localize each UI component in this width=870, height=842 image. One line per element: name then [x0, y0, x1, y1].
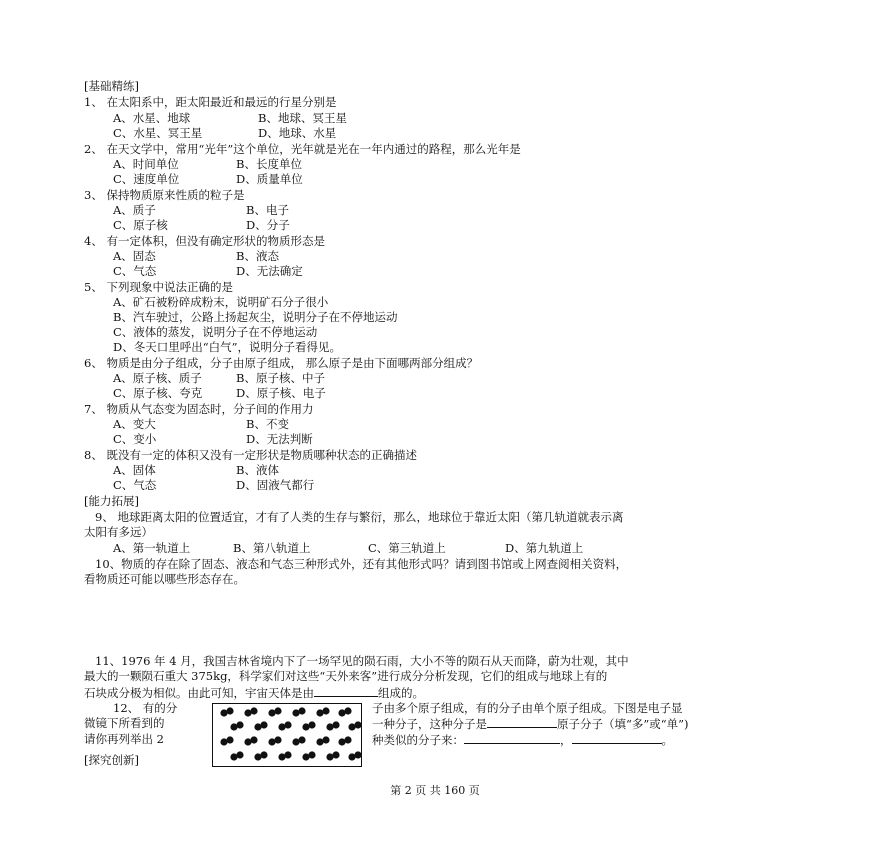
- question-2-option-b: B、长度单位: [236, 157, 302, 171]
- atom: [274, 736, 281, 743]
- question-9-line-1: 9、 地球距离太阳的位置适宜，才有了人类的生存与繁衍，那么，地球位于靠近太阳（第几轨道就表示离: [95, 510, 624, 524]
- molecule-12: [348, 721, 361, 730]
- question-7-option-b: B、不变: [246, 417, 289, 431]
- section-heading-basic: [基础精练]: [84, 79, 139, 93]
- answer-blank-q12-type[interactable]: [487, 716, 557, 728]
- question-9-option-c: C、第三轨道上: [368, 541, 446, 555]
- molecule-11: [326, 721, 339, 730]
- molecule-10: [302, 721, 315, 730]
- question-8-option-d: D、固液气都行: [236, 478, 315, 492]
- question-12-right-1: 子由多个原子组成，有的分子由单个原子组成。下图是电子显: [372, 701, 683, 715]
- question-1-option-d: D、地球、水星: [258, 126, 337, 140]
- atom: [226, 736, 233, 743]
- question-6-option-d: D、原子核、电子: [236, 386, 326, 400]
- atom: [322, 736, 329, 743]
- molecule-micrograph-svg: [213, 704, 361, 766]
- question-4-option-d: D、无法确定: [236, 264, 303, 278]
- question-12-right-3-end: 。: [661, 733, 673, 747]
- question-12-right-3: [372, 732, 673, 747]
- page-footer: 第 2 页 共 160 页: [390, 784, 480, 797]
- question-11-line-1: 11、1976 年 4 月，我国吉林省境内下了一场罕见的陨石雨，大小不等的陨石从天而降，蔚为壮观，其中: [95, 654, 629, 668]
- atom: [260, 721, 267, 728]
- molecule-22: [302, 751, 315, 760]
- molecule-4: [292, 707, 305, 716]
- question-4-option-a: A、固态: [113, 249, 156, 263]
- question-5-stem: 5、 下列现象中说法正确的是: [84, 280, 233, 294]
- atom: [298, 736, 305, 743]
- question-12-left-2: 微镜下所看到的: [84, 716, 165, 730]
- atom: [274, 707, 281, 714]
- molecule-14: [244, 736, 257, 745]
- question-7-option-d: D、无法判断: [246, 432, 313, 446]
- atom: [236, 721, 243, 728]
- question-2-option-d: D、质量单位: [236, 172, 303, 186]
- molecule-7: [230, 721, 243, 730]
- question-3-option-a: A、质子: [113, 203, 156, 217]
- question-1-stem: 1、 在太阳系中，距太阳最近和最远的行星分别是: [84, 95, 337, 109]
- answer-blank-q11[interactable]: [314, 685, 378, 697]
- question-4-option-b: B、液态: [236, 249, 279, 263]
- atom: [250, 707, 257, 714]
- question-3-option-b: B、电子: [246, 203, 289, 217]
- atom: [260, 751, 267, 758]
- question-4-option-c: C、气态: [113, 264, 157, 278]
- question-5-option-c: C、液体的蒸发，说明分子在不停地运动: [113, 325, 318, 339]
- molecule-24: [348, 751, 361, 760]
- atom: [284, 751, 291, 758]
- question-9-option-a: A、第一轨道上: [113, 541, 191, 555]
- question-1-option-a: A、水星、地球: [113, 111, 191, 125]
- question-11-line-3-end: 组成的。: [378, 686, 424, 700]
- question-1-option-c: C、水星、冥王星: [113, 126, 203, 140]
- molecule-20: [254, 751, 267, 760]
- atom: [226, 707, 233, 714]
- atom: [332, 721, 339, 728]
- question-11-line-2: 最大的一颗陨石重大 375kg，科学家们对这些“天外来客”进行成分分析发现，它们的组成与地球上有的: [84, 669, 608, 683]
- question-4-stem: 4、 有一定体积，但没有确定形状的物质形态是: [84, 234, 325, 248]
- question-3-option-d: D、分子: [246, 218, 290, 232]
- question-5-option-b: B、汽车驶过，公路上扬起灰尘，说明分子在不停地运动: [113, 310, 398, 324]
- answer-blank-q12-example-1[interactable]: [464, 732, 560, 744]
- atom: [332, 751, 339, 758]
- question-6-option-c: C、原子核、夸克: [113, 386, 203, 400]
- molecule-13: [220, 736, 233, 745]
- atom: [308, 751, 315, 758]
- question-2-option-a: A、时间单位: [113, 157, 179, 171]
- question-12-right-2-text: 一种分子，这种分子是: [372, 717, 487, 731]
- molecule-2: [244, 707, 257, 716]
- question-8-option-a: A、固体: [113, 463, 156, 477]
- molecule-3: [268, 707, 281, 716]
- molecule-16: [292, 736, 305, 745]
- question-2-option-c: C、速度单位: [113, 172, 180, 186]
- question-9-option-d: D、第九轨道上: [505, 541, 584, 555]
- question-12-left-1: 12、 有的分: [113, 701, 178, 715]
- molecule-8: [254, 721, 267, 730]
- question-6-option-a: A、原子核、质子: [113, 371, 202, 385]
- question-2-stem: 2、 在天文学中，常用“光年”这个单位，光年就是光在一年内通过的路程，那么光年是: [84, 142, 521, 156]
- molecule-17: [316, 736, 329, 745]
- atom: [322, 707, 329, 714]
- question-1-option-b: B、地球、冥王星: [258, 111, 347, 125]
- question-11-line-3-text: 石块成分极为相似。由此可知，宇宙天体是由: [84, 686, 314, 700]
- question-3-option-c: C、原子核: [113, 218, 168, 232]
- question-12-right-2-end: 原子分子（填“多”或“单”): [557, 717, 689, 731]
- atom: [284, 721, 291, 728]
- question-7-option-c: C、变小: [113, 432, 157, 446]
- question-12-right-3-sep: ，: [560, 733, 572, 747]
- atom: [344, 736, 351, 743]
- question-12-right-3-text: 种类似的分子来：: [372, 733, 464, 747]
- question-11-line-3: [84, 685, 424, 700]
- question-3-stem: 3、 保持物质原来性质的粒子是: [84, 188, 245, 202]
- question-6-option-b: B、原子核、中子: [236, 371, 325, 385]
- atom: [236, 751, 243, 758]
- question-5-option-d: D、冬天口里呼出“白气”，说明分子看得见。: [113, 340, 341, 354]
- molecule-21: [278, 751, 291, 760]
- question-9-option-b: B、第八轨道上: [233, 541, 311, 555]
- molecule-1: [220, 707, 233, 716]
- molecule-23: [326, 751, 339, 760]
- molecule-micrograph-diagram: [212, 703, 362, 767]
- question-10-line-2: 看物质还可能以哪些形态存在。: [84, 572, 245, 586]
- section-heading-ability: [能力拓展]: [84, 494, 139, 508]
- molecule-19: [230, 751, 243, 760]
- question-12-right-2: [372, 716, 689, 731]
- question-7-option-a: A、变大: [113, 417, 156, 431]
- atom: [298, 707, 305, 714]
- question-10-line-1: 10、物质的存在除了固态、液态和气态三种形式外，还有其他形式吗？请到图书馆或上网查阅相关资料，: [95, 557, 628, 571]
- question-9-line-2: 太阳有多远）: [84, 525, 153, 539]
- atom: [308, 721, 315, 728]
- question-7-stem: 7、 物质从气态变为固态时，分子间的作用力: [84, 402, 314, 416]
- question-8-option-c: C、气态: [113, 478, 157, 492]
- question-8-stem: 8、 既没有一定的体积又没有一定形状是物质哪种状态的正确描述: [84, 448, 417, 462]
- question-5-option-a: A、矿石被粉碎成粉末，说明矿石分子很小: [113, 295, 329, 309]
- answer-blank-q12-example-2[interactable]: [572, 732, 662, 744]
- molecule-15: [268, 736, 281, 745]
- molecule-18: [338, 736, 351, 745]
- question-8-option-b: B、液体: [236, 463, 279, 477]
- atom: [344, 707, 351, 714]
- molecule-9: [278, 721, 291, 730]
- atom: [250, 736, 257, 743]
- question-12-left-3: 请你再列举出 2: [84, 732, 164, 746]
- question-6-stem: 6、 物质是由分子组成，分子由原子组成， 那么原子是由下面哪两部分组成？: [84, 356, 479, 370]
- section-heading-explore: [探究创新]: [84, 753, 139, 767]
- molecule-6: [338, 707, 351, 716]
- molecule-5: [316, 707, 329, 716]
